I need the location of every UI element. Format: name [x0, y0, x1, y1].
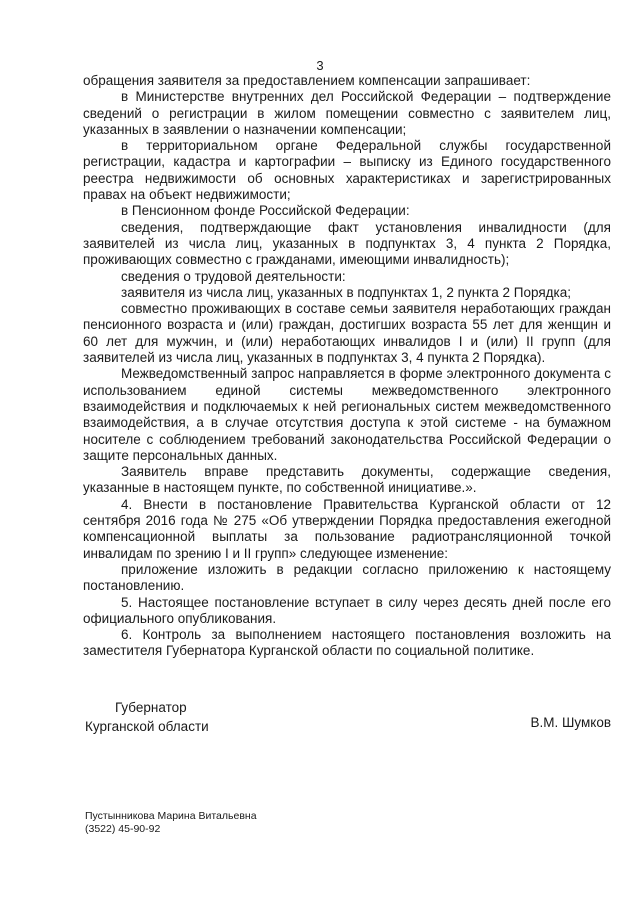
paragraph-applicant-work: заявителя из числа лиц, указанных в подпунктах 1, 2 пункта 2 Порядка;: [121, 284, 572, 300]
signature-title: [85, 698, 245, 736]
executor-phone: (3522) 45-90-92: [85, 823, 161, 835]
document-body: [83, 73, 611, 660]
paragraph-interagency-request: Межведомственный запрос направляется в форме электронного документа с использованием единой системы межведомственного электронного взаимодействия и подключаемых к ней региональных систем межведомственного взаимодействия, а в случае отсутствия доступа к этой системе - на бумажном носителе с соблюдением требований законодательства Российской Федерации о защите персональных данных.: [83, 366, 611, 463]
paragraph-item-4: 4. Внести в постановление Правительства Курганской области от 12 сентября 2016 года № 275 «Об утверждении Порядка предоставления ежегодной компенсационной выплаты за пользование радиотрансляционной точкой инвалидам по зрению I и II групп» следующее изменение:: [83, 496, 611, 561]
paragraph-disability-info: сведения, подтверждающие факт установления инвалидности (для заявителей из числа лиц, указанных в подпунктах 3, 4 пункта 2 Порядка, проживающих совместно с гражданами, имеющими инвалидность);: [83, 219, 611, 268]
paragraph-item-4-change: приложение изложить в редакции согласно приложению к настоящему постановлению.: [83, 561, 611, 594]
executor-block: [85, 810, 257, 836]
paragraph-request-intro: обращения заявителя за предоставлением компенсации запрашивает:: [83, 73, 531, 88]
paragraph-rosreestr: в территориальном органе Федеральной службы государственной регистрации, кадастра и картографии – выписку из Единого государственного реестра недвижимости об основных характеристиках и зарегистрированных правах на объект недвижимости;: [83, 138, 611, 203]
paragraph-item-6: 6. Контроль за выполнением настоящего постановления возложить на заместителя Губернатора Курганской области по социальной политике.: [83, 627, 611, 659]
signatory-name: В.М. Шумков: [530, 715, 611, 730]
paragraph-work-info: сведения о трудовой деятельности:: [121, 268, 346, 284]
paragraph-pension-fund: в Пенсионном фонде Российской Федерации:: [121, 203, 410, 219]
paragraph-family-members: совместно проживающих в составе семьи заявителя неработающих граждан пенсионного возраста и (или) граждан, достигших возраста 55 лет для женщин и 60 лет для мужчин, и (или) неработающих инвалидов I и (или) II групп (для заявителей из числа лиц, указанных в подпунктах 3, 4 пункта 2 Порядка).: [83, 301, 611, 366]
executor-name: Пустынникова Марина Витальевна: [85, 810, 257, 822]
paragraph-item-5: 5. Настоящее постановление вступает в силу через десять дней после его официального опубликования.: [83, 594, 611, 626]
paragraph-applicant-right: Заявитель вправе представить документы, содержащие сведения, указанные в настоящем пункте, по собственной инициативе.».: [83, 464, 611, 496]
page-number: 3: [316, 58, 324, 73]
signature-title-line2: Курганской области: [85, 719, 209, 734]
signature-title-line1: Губернатор: [115, 700, 187, 715]
paragraph-mvd: в Министерстве внутренних дел Российской Федерации – подтверждение сведений о регистрации в жилом помещении совместно с заявителем лиц, указанных в заявлении о назначении компенсации;: [83, 89, 611, 137]
